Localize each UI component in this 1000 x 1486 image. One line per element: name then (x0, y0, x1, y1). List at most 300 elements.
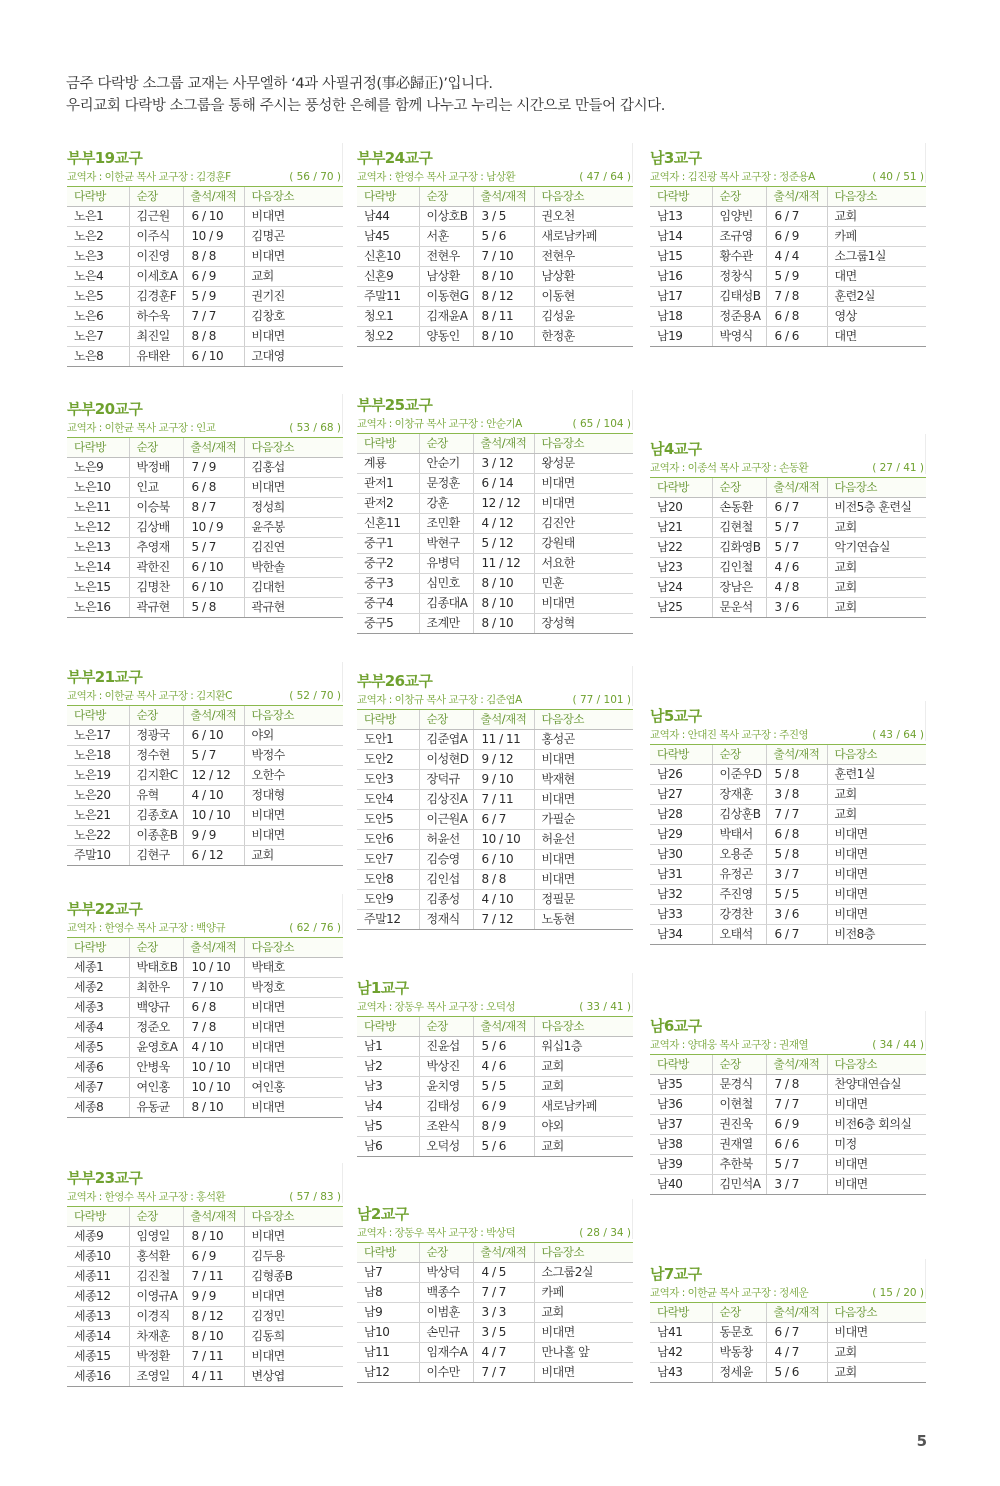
cell-next-place: 비대면 (244, 1227, 343, 1247)
group-subtitle (650, 1285, 926, 1302)
group-block (67, 667, 343, 866)
cell-next-place: 변상엽 (244, 1367, 343, 1387)
cell-leader: 이주식 (129, 227, 183, 247)
cell-room: 중구4 (357, 594, 419, 614)
cell-leader: 여인홍 (129, 1078, 183, 1098)
cell-leader: 김인섭 (419, 870, 473, 890)
table-row (67, 746, 343, 766)
cell-room: 남16 (650, 267, 712, 287)
cell-next-place: 비대면 (244, 247, 343, 267)
group-subtitle (67, 420, 343, 437)
group-staff: 교역자 : 이창규 목사 교구장 : 김준엽A (357, 694, 522, 706)
cell-room: 남44 (357, 207, 419, 227)
cell-attendance: 3 / 7 (766, 865, 827, 885)
cell-next-place: 대면 (827, 327, 926, 347)
cell-attendance: 4 / 6 (473, 1057, 534, 1077)
table-row (67, 998, 343, 1018)
table-row (67, 806, 343, 826)
cell-next-place: 교회 (244, 267, 343, 287)
cell-room: 남21 (650, 518, 712, 538)
table-row (67, 1327, 343, 1347)
cell-leader: 동문호 (712, 1323, 766, 1343)
table-row (650, 327, 926, 347)
cell-leader: 김화영B (712, 538, 766, 558)
cell-attendance: 4 / 4 (766, 247, 827, 267)
group-header (357, 671, 633, 709)
group-staff: 교역자 : 이한균 목사 교구장 : 정세운 (650, 1287, 809, 1299)
cell-next-place: 허윤선 (534, 830, 633, 850)
group-header (67, 1168, 343, 1206)
cell-room: 노은13 (67, 538, 129, 558)
cell-next-place: 비대면 (534, 474, 633, 494)
cell-leader: 문경식 (712, 1075, 766, 1095)
cell-next-place: 김두용 (244, 1247, 343, 1267)
cell-attendance: 6 / 7 (766, 925, 827, 945)
group-staff: 교역자 : 한영수 목사 교구장 : 백양규 (67, 922, 226, 934)
cell-attendance: 6 / 8 (183, 478, 244, 498)
cell-leader: 이동현G (419, 287, 473, 307)
cell-attendance: 6 / 9 (766, 1115, 827, 1135)
header-room: 다락방 (357, 434, 419, 454)
cell-leader: 유동균 (129, 1098, 183, 1118)
cell-attendance: 8 / 10 (473, 267, 534, 287)
cell-attendance: 6 / 10 (183, 347, 244, 367)
table-row (650, 247, 926, 267)
group-block (650, 148, 926, 347)
group-title: 부부22교구 (67, 900, 143, 918)
cell-leader: 김재윤A (419, 307, 473, 327)
cell-leader: 박영식 (712, 327, 766, 347)
table-header-row (357, 434, 633, 454)
table-row (67, 1018, 343, 1038)
cell-leader: 조민환 (419, 514, 473, 534)
table-header-row (650, 478, 926, 498)
header-attendance: 출석/재적 (183, 706, 244, 726)
cell-leader: 조규영 (712, 227, 766, 247)
cell-room: 신혼11 (357, 514, 419, 534)
table-row (357, 1117, 633, 1137)
cell-leader: 이진영 (129, 247, 183, 267)
cell-leader: 권진욱 (712, 1115, 766, 1135)
header-next-place: 다음장소 (534, 434, 633, 454)
cell-room: 세종4 (67, 1018, 129, 1038)
group-title: 부부25교구 (357, 396, 433, 414)
header-attendance: 출석/재적 (766, 1303, 827, 1323)
cell-attendance: 12 / 12 (473, 494, 534, 514)
cell-leader: 정세윤 (712, 1363, 766, 1383)
header-next-place: 다음장소 (827, 1055, 926, 1075)
cell-room: 세종2 (67, 978, 129, 998)
cell-attendance: 6 / 10 (473, 850, 534, 870)
table-header-row (650, 187, 926, 207)
cell-room: 남35 (650, 1075, 712, 1095)
cell-room: 남38 (650, 1135, 712, 1155)
cell-next-place: 비전5층 훈련실 (827, 498, 926, 518)
header-room: 다락방 (650, 478, 712, 498)
cell-leader: 김경훈F (129, 287, 183, 307)
group-subtitle (650, 727, 926, 744)
table-row (357, 1057, 633, 1077)
cell-next-place: 권오천 (534, 207, 633, 227)
cell-room: 노은4 (67, 267, 129, 287)
table-row (650, 558, 926, 578)
cell-next-place: 가필순 (534, 810, 633, 830)
cell-leader: 문운석 (712, 598, 766, 618)
table-row (67, 578, 343, 598)
cell-room: 세종1 (67, 958, 129, 978)
header-leader: 순장 (129, 1207, 183, 1227)
cell-attendance: 6 / 8 (183, 998, 244, 1018)
group-header (67, 899, 343, 937)
cell-attendance: 7 / 10 (183, 978, 244, 998)
cell-leader: 박상진 (419, 1057, 473, 1077)
cell-attendance: 10 / 9 (183, 518, 244, 538)
header-attendance: 출석/재적 (473, 710, 534, 730)
cell-attendance: 4 / 10 (183, 786, 244, 806)
cell-next-place: 정대형 (244, 786, 343, 806)
table-row (67, 207, 343, 227)
cell-leader: 김현철 (712, 518, 766, 538)
cell-room: 노은17 (67, 726, 129, 746)
cell-attendance: 10 / 10 (183, 806, 244, 826)
table-row (650, 1095, 926, 1115)
cell-attendance: 7 / 12 (473, 910, 534, 930)
cell-attendance: 7 / 7 (183, 307, 244, 327)
cell-next-place: 소그룹2실 (534, 1263, 633, 1283)
cell-next-place: 카페 (534, 1283, 633, 1303)
cell-room: 노은5 (67, 287, 129, 307)
cell-room: 남30 (650, 845, 712, 865)
cell-room: 남4 (357, 1097, 419, 1117)
cell-attendance: 6 / 9 (183, 1247, 244, 1267)
cell-attendance: 3 / 3 (473, 1303, 534, 1323)
cell-room: 노은7 (67, 327, 129, 347)
group-header (650, 148, 926, 186)
group-staff: 교역자 : 한영수 목사 교구장 : 홍석환 (67, 1191, 226, 1203)
cell-next-place: 비전6층 회의실 (827, 1115, 926, 1135)
table-row (67, 227, 343, 247)
header-next-place: 다음장소 (534, 1243, 633, 1263)
cell-room: 중구1 (357, 534, 419, 554)
cell-leader: 이성현D (419, 750, 473, 770)
group-staff: 교역자 : 이종석 목사 교구장 : 손동환 (650, 462, 809, 474)
group-count: ( 57 / 83 ) (289, 1191, 341, 1203)
cell-attendance: 5 / 12 (473, 534, 534, 554)
cell-room: 남33 (650, 905, 712, 925)
header-room: 다락방 (650, 187, 712, 207)
table-row (650, 287, 926, 307)
table-row (67, 1307, 343, 1327)
group-staff: 교역자 : 이창규 목사 교구장 : 안순기A (357, 418, 522, 430)
cell-leader: 정준오 (129, 1018, 183, 1038)
table-header-row (357, 1243, 633, 1263)
table-row (67, 598, 343, 618)
header-attendance: 출석/재적 (766, 478, 827, 498)
table-row (357, 247, 633, 267)
table-row (67, 1078, 343, 1098)
header-leader: 순장 (129, 706, 183, 726)
cell-leader: 김지환C (129, 766, 183, 786)
group-subtitle (650, 460, 926, 477)
page-number: 5 (916, 1432, 927, 1450)
table-row (650, 925, 926, 945)
group-subtitle (357, 692, 633, 709)
cell-room: 도안4 (357, 790, 419, 810)
cell-leader: 백양규 (129, 998, 183, 1018)
cell-room: 중구2 (357, 554, 419, 574)
header-attendance: 출석/재적 (183, 438, 244, 458)
cell-attendance: 4 / 11 (183, 1367, 244, 1387)
cell-attendance: 10 / 9 (183, 227, 244, 247)
cell-next-place: 김형종B (244, 1267, 343, 1287)
cell-room: 노은14 (67, 558, 129, 578)
cell-room: 노은6 (67, 307, 129, 327)
cell-room: 남32 (650, 885, 712, 905)
table-row (650, 785, 926, 805)
cell-room: 노은9 (67, 458, 129, 478)
group-header (357, 978, 633, 1016)
group-staff: 교역자 : 김진광 목사 교구장 : 정준용A (650, 171, 815, 183)
cell-next-place: 교회 (827, 598, 926, 618)
table-row (357, 850, 633, 870)
header-next-place: 다음장소 (534, 187, 633, 207)
cell-leader: 박정배 (129, 458, 183, 478)
cell-leader: 서훈 (419, 227, 473, 247)
header-next-place: 다음장소 (827, 478, 926, 498)
cell-attendance: 12 / 12 (183, 766, 244, 786)
group-header (357, 1204, 633, 1242)
table-row (67, 287, 343, 307)
cell-room: 남25 (650, 598, 712, 618)
cell-room: 세종3 (67, 998, 129, 1018)
cell-room: 노은21 (67, 806, 129, 826)
cell-room: 도안5 (357, 810, 419, 830)
group-table (67, 1206, 343, 1387)
cell-next-place: 비대면 (244, 1038, 343, 1058)
cell-room: 남43 (650, 1363, 712, 1383)
table-row (357, 1283, 633, 1303)
group-table (357, 709, 633, 930)
cell-next-place: 김진안 (534, 514, 633, 534)
cell-leader: 김종호A (129, 806, 183, 826)
cell-next-place: 워십1층 (534, 1037, 633, 1057)
cell-leader: 이수만 (419, 1363, 473, 1383)
cell-next-place: 비대면 (827, 845, 926, 865)
cell-attendance: 4 / 10 (183, 1038, 244, 1058)
cell-leader: 이경직 (129, 1307, 183, 1327)
table-row (357, 207, 633, 227)
cell-next-place: 비대면 (244, 1347, 343, 1367)
cell-leader: 양동인 (419, 327, 473, 347)
cell-room: 중구3 (357, 574, 419, 594)
table-row (67, 327, 343, 347)
cell-room: 남19 (650, 327, 712, 347)
cell-leader: 김진철 (129, 1267, 183, 1287)
cell-attendance: 8 / 12 (183, 1307, 244, 1327)
cell-leader: 이현철 (712, 1095, 766, 1115)
header-room: 다락방 (67, 1207, 129, 1227)
cell-next-place: 여인홍 (244, 1078, 343, 1098)
cell-leader: 유병덕 (419, 554, 473, 574)
cell-room: 남7 (357, 1263, 419, 1283)
cell-leader: 김준엽A (419, 730, 473, 750)
cell-next-place: 교회 (534, 1303, 633, 1323)
cell-next-place: 교회 (827, 207, 926, 227)
cell-room: 세종13 (67, 1307, 129, 1327)
cell-leader: 윤치영 (419, 1077, 473, 1097)
table-row (67, 247, 343, 267)
cell-room: 노은19 (67, 766, 129, 786)
table-row (67, 558, 343, 578)
cell-leader: 유혁 (129, 786, 183, 806)
cell-next-place: 민훈 (534, 574, 633, 594)
header-attendance: 출석/재적 (473, 434, 534, 454)
header-next-place: 다음장소 (244, 706, 343, 726)
cell-attendance: 9 / 9 (183, 826, 244, 846)
table-row (650, 498, 926, 518)
cell-next-place: 김진연 (244, 538, 343, 558)
header-room: 다락방 (650, 1055, 712, 1075)
header-room: 다락방 (650, 745, 712, 765)
cell-room: 남11 (357, 1343, 419, 1363)
group-block (357, 395, 633, 634)
group-title: 부부21교구 (67, 668, 143, 686)
cell-attendance: 4 / 7 (473, 1343, 534, 1363)
group-count: ( 65 / 104 ) (572, 418, 631, 430)
cell-next-place: 비대면 (827, 1175, 926, 1195)
cell-next-place: 악기연습실 (827, 538, 926, 558)
table-row (650, 307, 926, 327)
group-table (357, 433, 633, 634)
cell-next-place: 정필문 (534, 890, 633, 910)
cell-next-place: 비대면 (827, 1323, 926, 1343)
table-row (650, 1115, 926, 1135)
cell-leader: 조영일 (129, 1367, 183, 1387)
cell-leader: 전현우 (419, 247, 473, 267)
cell-leader: 김명찬 (129, 578, 183, 598)
cell-room: 남42 (650, 1343, 712, 1363)
cell-room: 남5 (357, 1117, 419, 1137)
cell-leader: 곽한진 (129, 558, 183, 578)
cell-room: 노은1 (67, 207, 129, 227)
table-row (357, 614, 633, 634)
cell-attendance: 3 / 7 (766, 1175, 827, 1195)
cell-next-place: 왕성문 (534, 454, 633, 474)
group-title: 부부20교구 (67, 400, 143, 418)
cell-next-place: 오한수 (244, 766, 343, 786)
table-row (650, 227, 926, 247)
table-row (357, 554, 633, 574)
group-staff: 교역자 : 이한균 목사 교구장 : 인교 (67, 422, 216, 434)
cell-next-place: 야외 (534, 1117, 633, 1137)
group-table (650, 1054, 926, 1195)
cell-next-place: 장성혁 (534, 614, 633, 634)
cell-next-place: 비대면 (244, 478, 343, 498)
table-row (357, 1323, 633, 1343)
table-row (67, 1287, 343, 1307)
cell-leader: 박현구 (419, 534, 473, 554)
cell-leader: 박동창 (712, 1343, 766, 1363)
cell-room: 남12 (357, 1363, 419, 1383)
header-attendance: 출석/재적 (473, 187, 534, 207)
cell-attendance: 5 / 6 (766, 1363, 827, 1383)
group-block (357, 148, 633, 347)
cell-attendance: 7 / 11 (183, 1347, 244, 1367)
table-row (357, 770, 633, 790)
group-table (67, 186, 343, 367)
cell-attendance: 6 / 12 (183, 846, 244, 866)
cell-leader: 손동환 (712, 498, 766, 518)
cell-attendance: 3 / 5 (473, 1323, 534, 1343)
cell-next-place: 대면 (827, 267, 926, 287)
cell-room: 신혼10 (357, 247, 419, 267)
cell-leader: 진윤섭 (419, 1037, 473, 1057)
cell-leader: 장재훈 (712, 785, 766, 805)
cell-room: 남10 (357, 1323, 419, 1343)
table-row (357, 1303, 633, 1323)
cell-attendance: 10 / 10 (183, 958, 244, 978)
cell-attendance: 6 / 10 (183, 726, 244, 746)
cell-attendance: 7 / 8 (766, 1075, 827, 1095)
cell-attendance: 6 / 7 (473, 810, 534, 830)
cell-next-place: 야외 (244, 726, 343, 746)
group-table (357, 186, 633, 347)
cell-leader: 김상배 (129, 518, 183, 538)
cell-leader: 정광국 (129, 726, 183, 746)
cell-room: 세종6 (67, 1058, 129, 1078)
header-attendance: 출석/재적 (183, 187, 244, 207)
cell-next-place: 비대면 (244, 207, 343, 227)
group-header (67, 148, 343, 186)
table-row (357, 910, 633, 930)
cell-attendance: 6 / 6 (766, 1135, 827, 1155)
cell-attendance: 5 / 7 (183, 538, 244, 558)
cell-leader: 김종대A (419, 594, 473, 614)
table-row (67, 786, 343, 806)
table-row (357, 267, 633, 287)
cell-leader: 김상진A (419, 790, 473, 810)
group-title: 부부24교구 (357, 149, 433, 167)
cell-room: 세종12 (67, 1287, 129, 1307)
table-header-row (67, 938, 343, 958)
table-row (357, 227, 633, 247)
cell-next-place: 교회 (827, 558, 926, 578)
cell-room: 남22 (650, 538, 712, 558)
cell-room: 남37 (650, 1115, 712, 1135)
group-title: 남3교구 (650, 149, 702, 167)
cell-room: 남1 (357, 1037, 419, 1057)
cell-next-place: 교회 (244, 846, 343, 866)
cell-leader: 김태성 (419, 1097, 473, 1117)
table-row (67, 518, 343, 538)
table-row (357, 1097, 633, 1117)
cell-next-place: 김성윤 (534, 307, 633, 327)
table-row (650, 267, 926, 287)
table-row (357, 494, 633, 514)
cell-next-place: 교회 (534, 1077, 633, 1097)
cell-attendance: 6 / 14 (473, 474, 534, 494)
header-room: 다락방 (357, 1243, 419, 1263)
table-header-row (67, 438, 343, 458)
table-header-row (67, 187, 343, 207)
intro-text (66, 73, 665, 117)
cell-leader: 정수현 (129, 746, 183, 766)
cell-room: 세종15 (67, 1347, 129, 1367)
table-row (650, 1075, 926, 1095)
cell-room: 주말10 (67, 846, 129, 866)
table-row (650, 805, 926, 825)
cell-next-place: 비대면 (827, 865, 926, 885)
